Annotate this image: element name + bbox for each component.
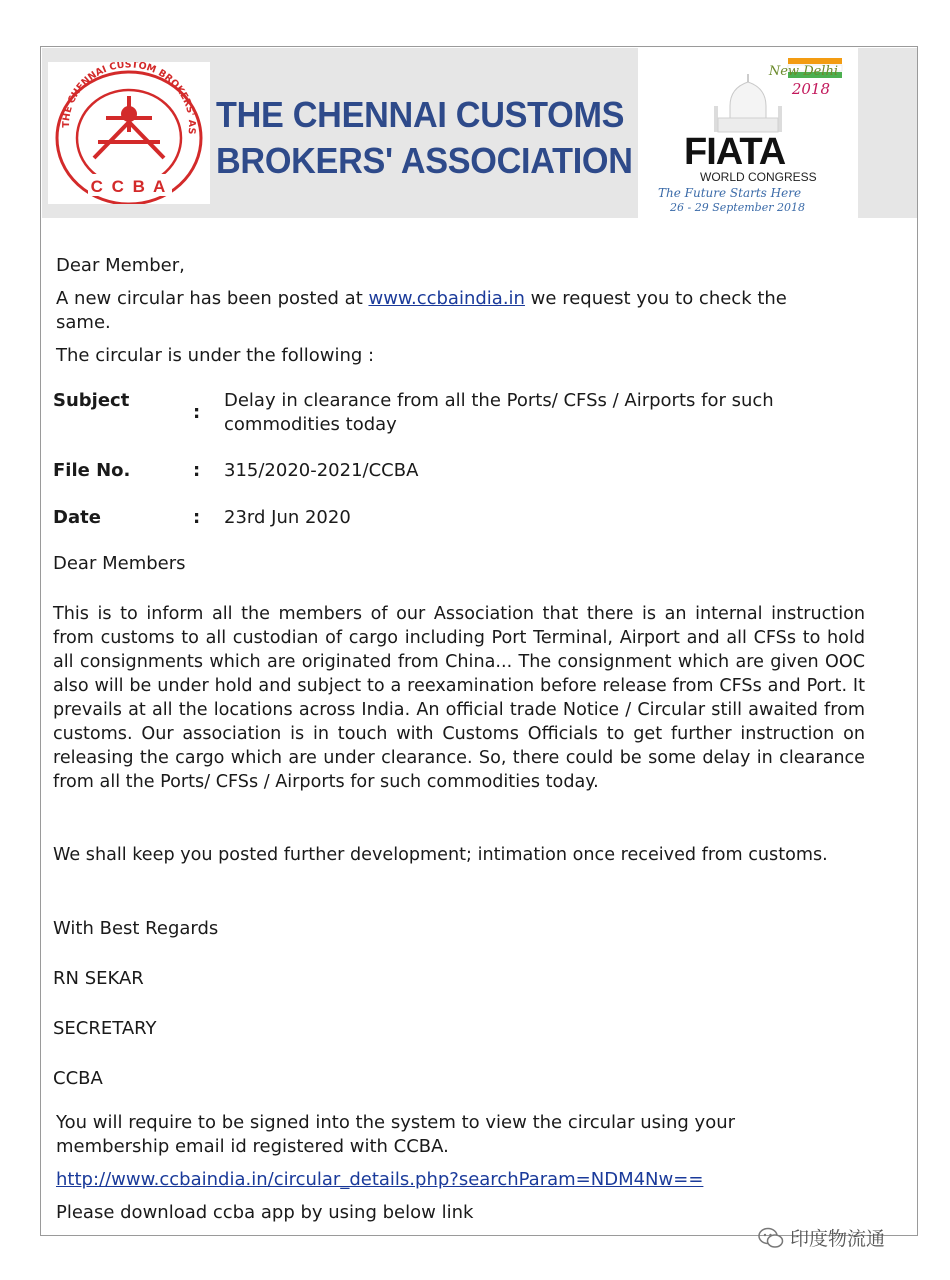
ccba-logo	[48, 62, 210, 204]
fiata-subtitle: WORLD CONGRESS	[700, 170, 817, 184]
subject-value-line1: Delay in clearance from all the Ports/ CFSs / Airports for such	[224, 390, 774, 411]
fiata-tagline: The Future Starts Here	[658, 186, 802, 200]
fiata-year: 2018	[791, 80, 830, 98]
fiata-edition-city: New Delhi	[768, 64, 838, 79]
closing-regards: With Best Regards	[53, 918, 219, 939]
logo-ring-text: THE CHENNAI CUSTOM BROKERS' AS	[60, 62, 198, 135]
organization-title-line1: THE CHENNAI CUSTOMS	[216, 94, 625, 135]
intro-line	[56, 287, 876, 311]
watermark-text: 印度物流通	[790, 1228, 886, 1250]
subject-colon: :	[193, 402, 201, 423]
signatory-title: SECRETARY	[53, 1018, 157, 1039]
intro-suffix-line2: same.	[56, 312, 111, 333]
body-paragraph-1: This is to inform all the members of our Association that there is an internal instruction from customs to all custodian of cargo including Port Terminal, Airport and all CFSs to hold all consignments which are originated from China... The consignment which are given OOC also will be under hold and subject to a reexamination before release from CFSs and Port. It prevails at all the locations across India. An official trade Notice / Circular still awaited from customs. Our association is in touch with Customs Officials to get further instruction on releasing the cargo which are under clearance. So, there could be some delay in clearance from all the Ports/ CFSs / Airports for such commodities today.	[53, 604, 865, 792]
signatory-org: CCBA	[53, 1068, 103, 1089]
signin-note-line1: You will require to be signed into the system to view the circular using your	[56, 1112, 736, 1133]
salutation: Dear Members	[53, 553, 186, 574]
signin-note-line2: membership email id registered with CCBA.	[56, 1136, 449, 1157]
logo-initials: C C B A	[90, 177, 168, 196]
date-label: Date	[53, 507, 101, 528]
file-no-label: File No.	[53, 460, 131, 481]
circular-details-link[interactable]: http://www.ccbaindia.in/circular_details.php?searchParam=NDM4Nw==	[56, 1169, 704, 1190]
greeting: Dear Member,	[56, 255, 185, 276]
body-paragraph-2: We shall keep you posted further development; intimation once received from customs.	[53, 845, 828, 865]
app-download-note: Please download ccba app by using below link	[56, 1202, 474, 1223]
fiata-dates: 26 - 29 September 2018	[670, 201, 805, 214]
circular-intro: The circular is under the following :	[56, 345, 375, 366]
organization-title	[216, 92, 633, 184]
organization-title-line2: BROKERS' ASSOCIATION	[216, 140, 633, 181]
signatory-name: RN SEKAR	[53, 968, 144, 989]
date-value: 23rd Jun 2020	[224, 507, 351, 528]
file-no-colon: :	[193, 460, 201, 481]
fiata-name: FIATA	[684, 131, 786, 173]
intro-suffix: we request you to check the	[524, 288, 787, 309]
wechat-watermark	[758, 1224, 885, 1251]
site-link[interactable]: www.ccbaindia.in	[368, 288, 525, 309]
intro-prefix: A new circular has been posted at	[56, 288, 369, 309]
file-no-value: 315/2020-2021/CCBA	[224, 460, 419, 481]
fiata-congress-logo	[638, 48, 858, 218]
subject-label: Subject	[53, 390, 130, 411]
date-colon: :	[193, 507, 201, 528]
wechat-icon	[758, 1227, 784, 1249]
subject-value-line2: commodities today	[224, 414, 397, 435]
